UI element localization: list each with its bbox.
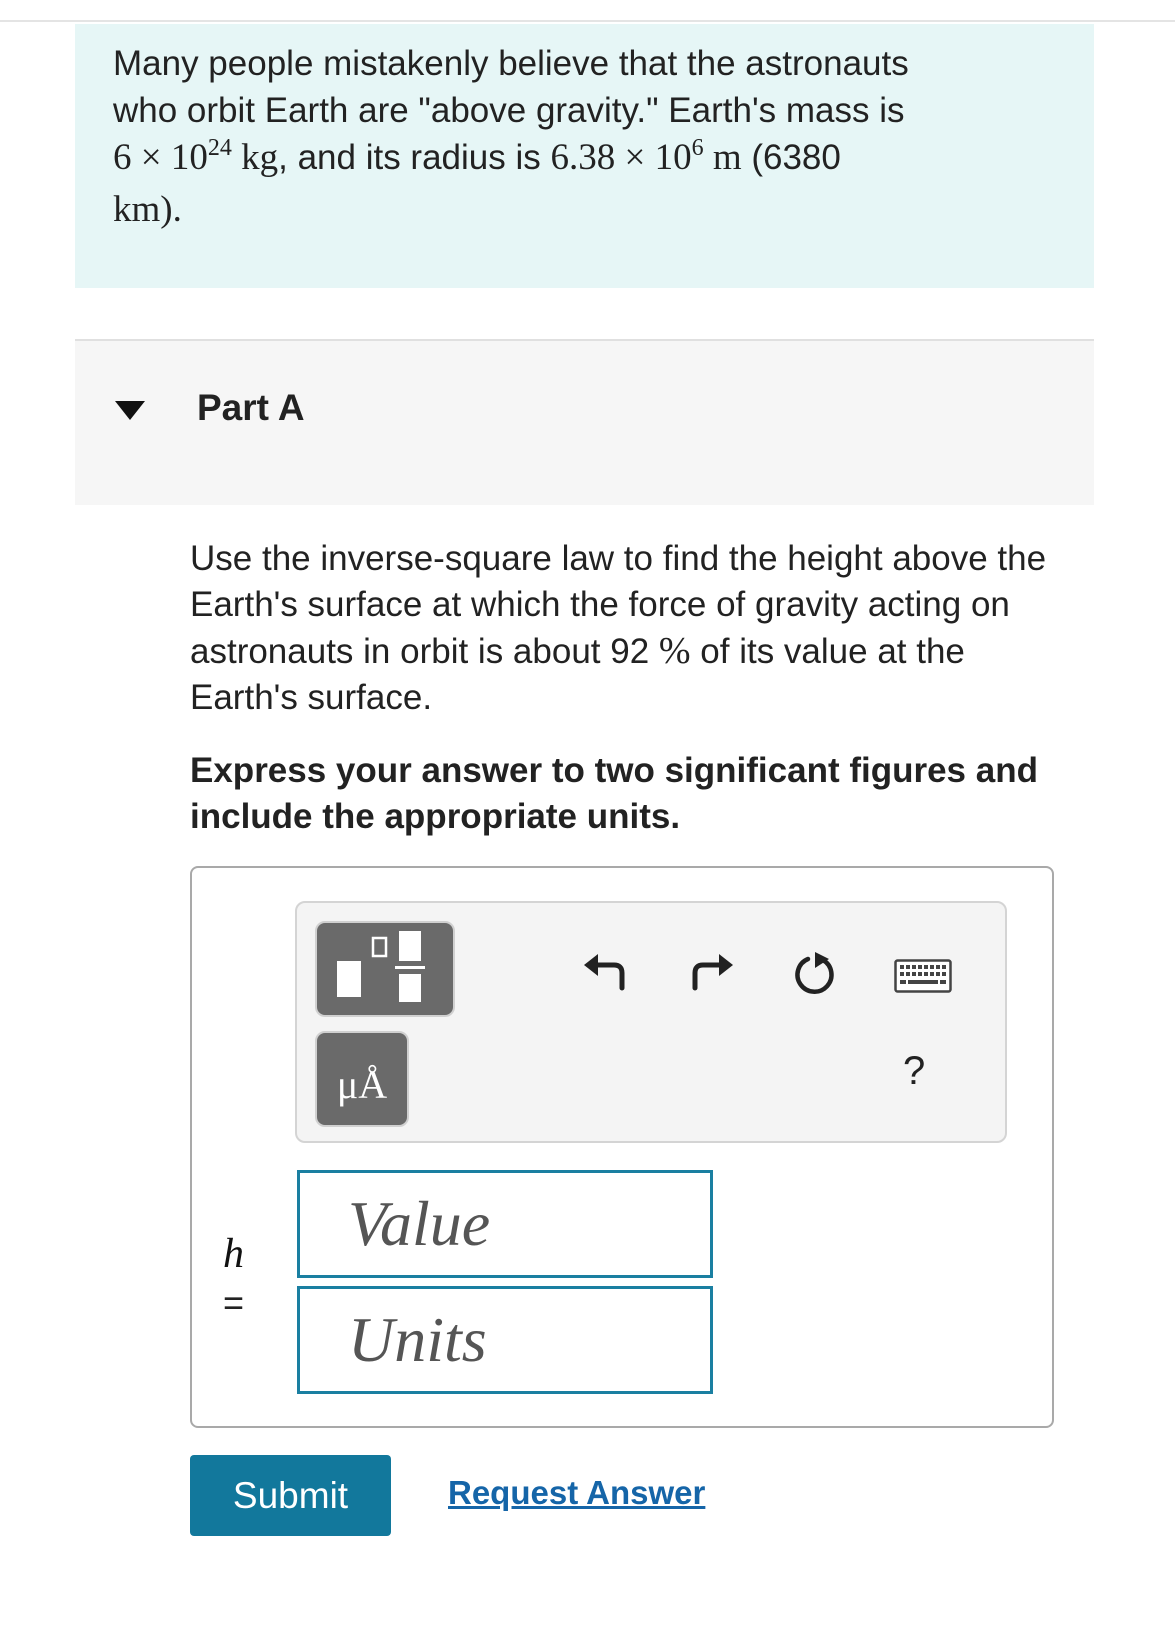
top-divider xyxy=(0,20,1175,22)
percent-symbol: % xyxy=(658,630,691,672)
part-a-header[interactable] xyxy=(75,339,1094,505)
units-input[interactable]: Units xyxy=(297,1286,713,1394)
collapse-caret-icon[interactable] xyxy=(115,401,145,420)
submit-button[interactable]: Submit xyxy=(190,1455,391,1536)
earth-radius-value: $6.38 \times 10^6$ m xyxy=(550,135,742,178)
intro-close: ). xyxy=(160,189,182,230)
redo-icon[interactable] xyxy=(691,950,735,994)
reset-icon[interactable] xyxy=(793,951,839,997)
equals-sign: = xyxy=(223,1282,245,1323)
answer-variable: h xyxy=(223,1231,244,1277)
request-answer-link[interactable]: Request Answer xyxy=(448,1474,706,1511)
earth-mass-value: $6 \times 10^{24}$ kg xyxy=(113,135,279,178)
undo-icon[interactable] xyxy=(582,950,626,994)
problem-intro xyxy=(75,24,1094,288)
help-icon[interactable]: ? xyxy=(903,1049,926,1093)
km-unit: km xyxy=(113,189,161,230)
math-toolbar xyxy=(295,901,1007,1143)
part-title: Part A xyxy=(197,387,305,428)
question-text: Use the inverse-square law to find the height above the Earth's surface at which the force of gravity acting on astronauts in orbit is about 92 % of its value at the Earth's surface. xyxy=(190,539,1047,717)
intro-line-2: who orbit Earth are "above gravity." Earth's mass is xyxy=(113,91,905,130)
units-button[interactable] xyxy=(315,1031,409,1127)
answer-instructions: Express your answer to two significant figures and include the appropriate units. xyxy=(190,751,1038,836)
templates-icon xyxy=(317,923,453,1015)
keyboard-icon[interactable] xyxy=(894,959,952,993)
templates-button[interactable] xyxy=(315,921,455,1017)
earth-radius-km: (6380 xyxy=(741,138,841,177)
intro-line-1: Many people mistakenly believe that the astronauts xyxy=(113,44,909,83)
answer-box xyxy=(190,866,1054,1428)
value-input[interactable]: Value xyxy=(297,1170,713,1278)
problem-intro-text xyxy=(113,40,1013,233)
units-icon: μÅ xyxy=(336,1062,388,1107)
intro-radius-text: , and its radius is xyxy=(278,138,551,177)
